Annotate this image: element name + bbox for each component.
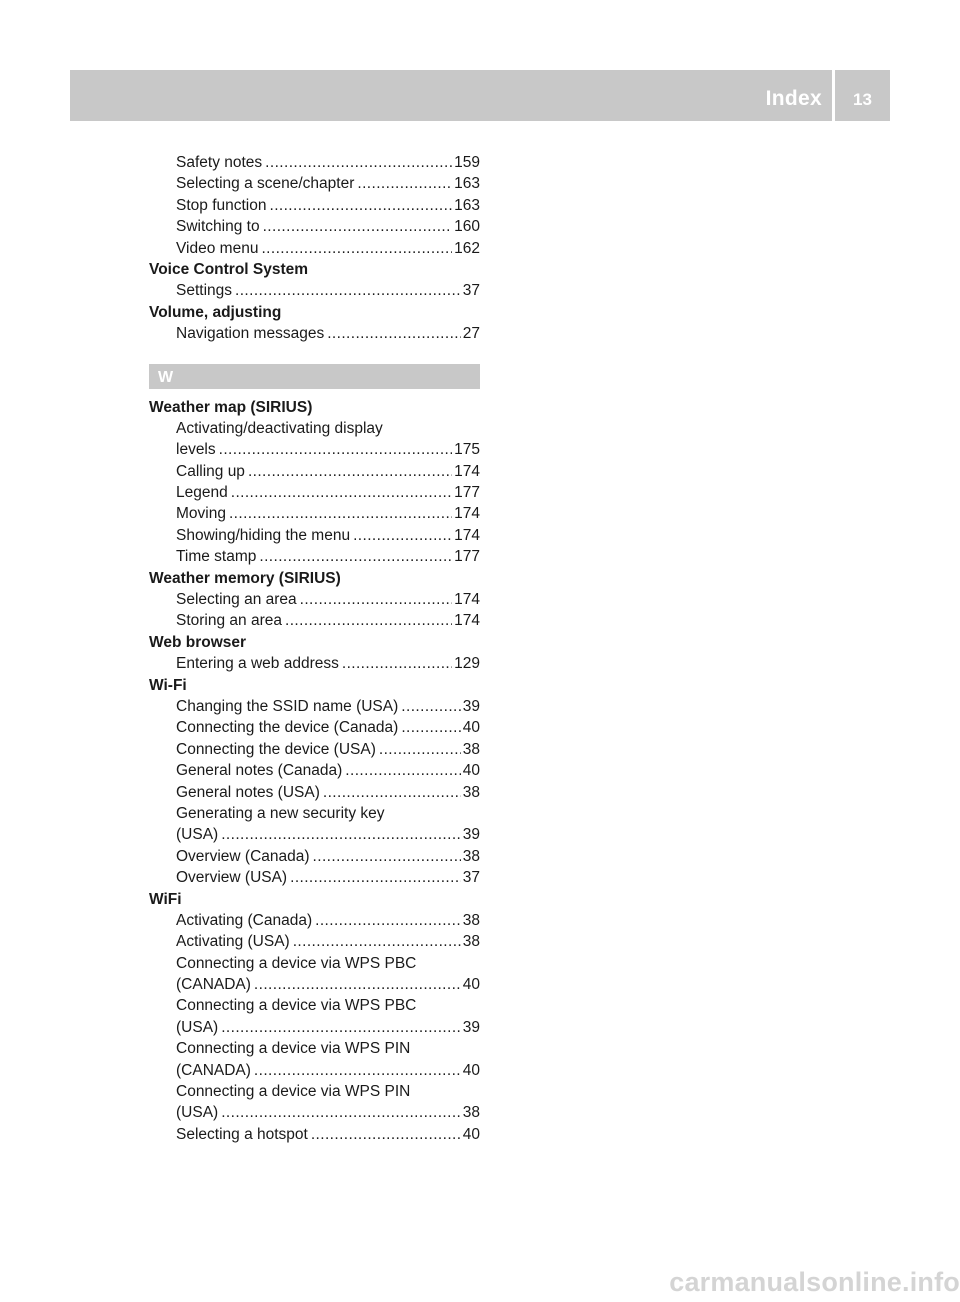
dot-leader — [353, 525, 452, 546]
entry-page-number: 38 — [462, 1104, 480, 1122]
index-entry — [149, 216, 480, 237]
index-heading: Web browser — [149, 633, 247, 651]
entry-page-number: 38 — [462, 740, 480, 758]
entry-page-number: 38 — [462, 933, 480, 951]
entry-page-number: 174 — [454, 612, 480, 630]
index-entry — [149, 910, 480, 931]
entry-page-number: 160 — [454, 218, 480, 236]
index-subentry: Connecting a device via WPS PBC — [176, 954, 417, 972]
index-list-w — [149, 397, 480, 1146]
index-entry — [149, 152, 480, 173]
entry-label: Changing the SSID name (USA) — [176, 697, 399, 715]
entry-label: (USA) — [176, 1018, 219, 1036]
entry-label: Stop function — [176, 196, 267, 214]
entry-label: Entering a web address — [176, 655, 339, 673]
entry-page-number: 38 — [462, 911, 480, 929]
entry-label: Storing an area — [176, 612, 282, 630]
dot-leader — [401, 696, 460, 717]
dot-leader — [269, 195, 452, 216]
index-column — [149, 152, 480, 1145]
index-subentry: Connecting a device via WPS PIN — [176, 1083, 411, 1101]
index-entry — [149, 280, 480, 301]
entry-page-number: 40 — [462, 719, 480, 737]
entry-label: Time stamp — [176, 548, 257, 566]
entry-label: Overview (USA) — [176, 869, 288, 887]
index-entry — [149, 503, 480, 524]
index-entry — [149, 696, 480, 717]
entry-page-number: 38 — [462, 847, 480, 865]
dot-leader — [221, 1017, 461, 1038]
entry-label: levels — [176, 441, 216, 459]
index-entry — [149, 482, 480, 503]
entry-label: Selecting a scene/chapter — [176, 175, 355, 193]
index-heading: WiFi — [149, 890, 182, 908]
entry-page-number: 177 — [454, 484, 480, 502]
dot-leader — [313, 846, 461, 867]
entry-label: Moving — [176, 505, 226, 523]
dot-leader — [285, 610, 452, 631]
index-subentry: Connecting a device via WPS PIN — [176, 1040, 411, 1058]
dot-leader — [311, 1124, 461, 1145]
page-header — [70, 70, 890, 121]
dot-leader — [293, 931, 461, 952]
dot-leader — [315, 910, 461, 931]
index-entry — [149, 782, 480, 803]
dot-leader — [401, 717, 460, 738]
entry-label: Selecting a hotspot — [176, 1125, 308, 1143]
entry-page-number: 175 — [454, 441, 480, 459]
index-subentry: Activating/deactivating display — [176, 419, 383, 437]
dot-leader — [229, 503, 452, 524]
index-entry — [149, 867, 480, 888]
entry-label: Calling up — [176, 462, 245, 480]
dot-leader — [254, 974, 461, 995]
entry-page-number: 40 — [462, 762, 480, 780]
entry-label: Navigation messages — [176, 325, 325, 343]
index-list-v — [149, 152, 480, 345]
entry-page-number: 163 — [454, 175, 480, 193]
entry-label: (USA) — [176, 826, 219, 844]
dot-leader — [219, 439, 452, 460]
entry-label: Safety notes — [176, 154, 263, 171]
entry-label: Video menu — [176, 239, 259, 257]
entry-page-number: 159 — [454, 154, 480, 171]
dot-leader — [261, 238, 452, 259]
dot-leader — [263, 216, 453, 237]
dot-leader — [323, 782, 461, 803]
index-entry — [149, 323, 480, 344]
entry-label: (CANADA) — [176, 1061, 251, 1079]
dot-leader — [300, 589, 452, 610]
entry-label: Switching to — [176, 218, 260, 236]
index-entry — [149, 1124, 480, 1145]
index-entry — [149, 1102, 480, 1123]
entry-page-number: 27 — [462, 325, 480, 343]
entry-label: General notes (USA) — [176, 783, 320, 801]
index-subentry: Connecting a device via WPS PBC — [176, 997, 417, 1015]
index-entry — [149, 525, 480, 546]
entry-page-number: 174 — [454, 591, 480, 609]
dot-leader — [254, 1060, 461, 1081]
dot-leader — [221, 824, 461, 845]
entry-label: Connecting the device (USA) — [176, 740, 376, 758]
entry-page-number: 40 — [462, 976, 480, 994]
index-entry — [149, 824, 480, 845]
dot-leader — [345, 760, 460, 781]
index-subentry: Generating a new security key — [176, 804, 385, 822]
entry-label: Activating (USA) — [176, 933, 290, 951]
index-entry — [149, 589, 480, 610]
entry-label: Showing/hiding the menu — [176, 526, 351, 544]
entry-label: Legend — [176, 484, 228, 502]
entry-label: Settings — [176, 282, 233, 300]
entry-page-number: 37 — [462, 282, 480, 300]
index-entry — [149, 1017, 480, 1038]
index-entry — [149, 653, 480, 674]
dot-leader — [379, 739, 461, 760]
index-entry — [149, 931, 480, 952]
index-entry — [149, 173, 480, 194]
entry-label: Activating (Canada) — [176, 911, 313, 929]
entry-page-number: 129 — [454, 655, 480, 673]
index-entry — [149, 739, 480, 760]
entry-page-number: 38 — [462, 783, 480, 801]
dot-leader — [259, 546, 452, 567]
watermark: carmanualsonline.info — [669, 1267, 960, 1297]
entry-label: Connecting the device (Canada) — [176, 719, 399, 737]
index-heading: Weather memory (SIRIUS) — [149, 569, 341, 587]
entry-page-number: 40 — [462, 1061, 480, 1079]
entry-page-number: 39 — [462, 1018, 480, 1036]
entry-page-number: 163 — [454, 196, 480, 214]
dot-leader — [327, 323, 461, 344]
entry-label: General notes (Canada) — [176, 762, 343, 780]
dot-leader — [235, 280, 461, 301]
index-entry — [149, 974, 480, 995]
dot-leader — [231, 482, 452, 503]
index-entry — [149, 546, 480, 567]
index-heading: Weather map (SIRIUS) — [149, 398, 313, 416]
dot-leader — [221, 1102, 461, 1123]
entry-label: Overview (Canada) — [176, 847, 310, 865]
entry-page-number: 162 — [454, 239, 480, 257]
index-heading: Wi-Fi — [149, 676, 187, 694]
index-entry — [149, 461, 480, 482]
dot-leader — [290, 867, 461, 888]
entry-label: (CANADA) — [176, 976, 251, 994]
dot-leader — [342, 653, 452, 674]
index-entry — [149, 238, 480, 259]
entry-page-number: 39 — [462, 826, 480, 844]
section-title: Index — [765, 87, 822, 110]
index-entry — [149, 760, 480, 781]
entry-page-number: 174 — [454, 526, 480, 544]
entry-label: Selecting an area — [176, 591, 297, 609]
entry-page-number: 39 — [462, 697, 480, 715]
entry-label: (USA) — [176, 1104, 219, 1122]
dot-leader — [248, 461, 452, 482]
letter-heading-w: W — [149, 364, 480, 389]
index-entry — [149, 439, 480, 460]
index-heading: Volume, adjusting — [149, 303, 282, 321]
index-heading: Voice Control System — [149, 260, 309, 278]
entry-page-number: 40 — [462, 1125, 480, 1143]
dot-leader — [357, 173, 452, 194]
index-entry — [149, 610, 480, 631]
index-entry — [149, 195, 480, 216]
entry-page-number: 37 — [462, 869, 480, 887]
index-entry — [149, 846, 480, 867]
entry-page-number: 177 — [454, 548, 480, 566]
page-number: 13 — [853, 90, 872, 109]
entry-page-number: 174 — [454, 505, 480, 523]
entry-page-number: 174 — [454, 462, 480, 480]
dot-leader — [265, 152, 452, 173]
index-entry — [149, 1060, 480, 1081]
index-entry — [149, 717, 480, 738]
